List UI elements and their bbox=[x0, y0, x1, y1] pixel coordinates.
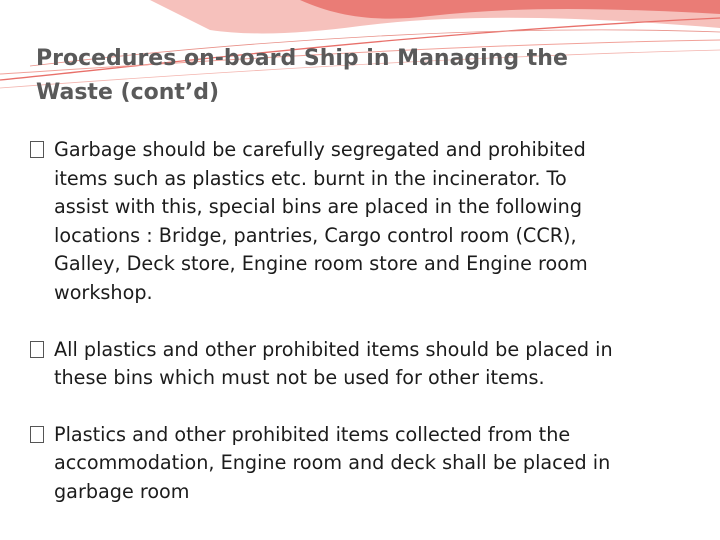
title-line-2: Waste (cont’d) bbox=[36, 80, 220, 105]
bullet-item bbox=[30, 336, 700, 393]
bullet-1-line-2: items such as plastics etc. burnt in the incinerator. To bbox=[54, 166, 567, 190]
bullet-2-line-2: these bins which must not be used for other items. bbox=[54, 366, 545, 390]
bullet-box-icon bbox=[30, 141, 44, 158]
bullet-1-line-1: Garbage should be carefully segregated and prohibited bbox=[54, 138, 586, 161]
bullet-1-line-6: workshop. bbox=[54, 280, 153, 304]
bullet-3-line-2: accommodation, Engine room and deck shall be placed in bbox=[54, 451, 611, 475]
bullet-3-line-3: garbage room bbox=[54, 479, 190, 503]
bullet-1-line-5: Galley, Deck store, Engine room store and Engine room bbox=[54, 252, 588, 276]
bullet-item bbox=[30, 136, 700, 308]
slide-body bbox=[30, 136, 700, 535]
bullet-2-line-1: All plastics and other prohibited items should be placed in bbox=[54, 337, 613, 361]
slide-title bbox=[36, 42, 676, 110]
bullet-box-icon bbox=[30, 341, 44, 358]
bullet-box-icon bbox=[30, 426, 44, 443]
title-line-1: Procedures on-board Ship in Managing the bbox=[36, 46, 568, 71]
bullet-3-line-1: Plastics and other prohibited items collected from the bbox=[54, 422, 571, 446]
bullet-1-line-4: locations : Bridge, pantries, Cargo control room (CCR), bbox=[54, 223, 577, 247]
bullet-1-line-3: assist with this, special bins are placed in the following bbox=[54, 195, 583, 219]
bullet-item bbox=[30, 421, 700, 507]
